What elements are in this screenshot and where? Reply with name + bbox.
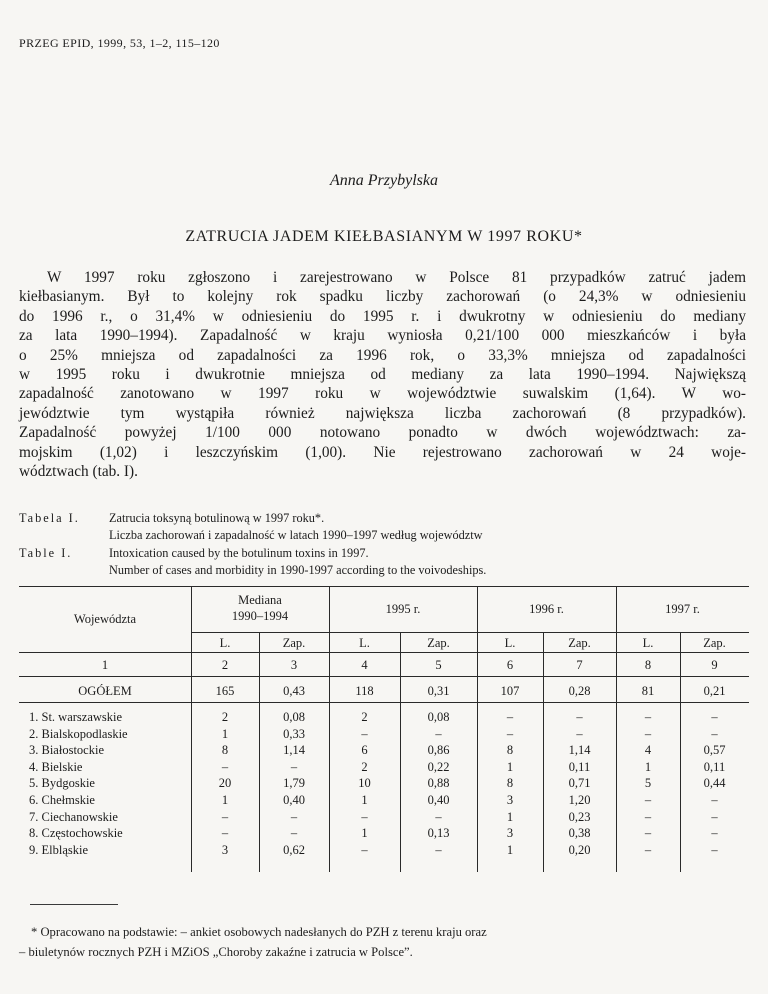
- table-cell: 1: [644, 759, 652, 774]
- table-cell: –: [506, 726, 514, 741]
- total-value: 118: [355, 684, 374, 698]
- table-cell: –: [644, 793, 652, 807]
- table-cell: –: [711, 826, 718, 841]
- paragraph-line: o 25% mniejsza od zapadalności za 1996 rok, o 33,3% mniejsza od zapadalności: [19, 346, 746, 364]
- table-cell: 2: [361, 710, 368, 724]
- paragraph-line: zapadalność zanotowano w 1997 roku w województwie suwalskim (1,64). W wo-: [19, 385, 746, 403]
- table-cell: –: [221, 826, 229, 841]
- table-cell: 0,88: [427, 776, 450, 791]
- table-row-label: 4. Bielskie: [29, 759, 83, 774]
- column-number: 8: [644, 658, 652, 672]
- footnote: [19, 922, 759, 962]
- median-header-line1: Mediana: [238, 593, 282, 607]
- table-cell: 3: [506, 826, 514, 841]
- table-cell: –: [644, 809, 652, 824]
- subheader-cases: L.: [359, 636, 370, 650]
- body-paragraph: [19, 268, 746, 481]
- subheader-morbidity: Zap.: [282, 636, 306, 650]
- table-cell: 8: [506, 743, 514, 758]
- article-title: ZATRUCIA JADEM KIEŁBASIANYM W 1997 ROKU*: [185, 228, 583, 245]
- footnote-rule: [30, 904, 118, 905]
- subheader-cases: L.: [219, 636, 231, 650]
- table-cell: 0,23: [568, 809, 591, 824]
- table-row-label: 5. Bydgoskie: [29, 776, 95, 791]
- table-cell: –: [361, 809, 368, 824]
- table-subheader-rule: [191, 632, 749, 633]
- table-cell: 0,40: [283, 793, 305, 807]
- footnote-line1: * Opracowano na podstawie: – ankiet osobowych nadesłanych do PZH z terenu kraju oraz: [31, 925, 487, 939]
- author-name: Anna Przybylska: [330, 172, 438, 189]
- year-1996-header: 1996 r.: [529, 602, 564, 616]
- table-row-label: 6. Chełmskie: [29, 793, 95, 807]
- total-value: 0,28: [568, 684, 591, 698]
- table-cell: 20: [218, 776, 232, 791]
- table-cell: 0,08: [427, 710, 450, 724]
- median-header-line2: 1990–1994: [231, 609, 289, 623]
- table-cell: –: [644, 842, 652, 857]
- total-value: 81: [641, 684, 655, 698]
- table-cell: 0,33: [283, 726, 305, 741]
- subheader-morbidity: Zap.: [427, 636, 450, 650]
- table-cell: 1: [506, 759, 514, 774]
- paragraph-line: jewództwie tym wystąpiła również największa liczba zachorowań (8 przypadków).: [19, 404, 746, 422]
- table-cell: 0,11: [703, 759, 726, 774]
- total-label: OGÓŁEM: [78, 684, 132, 698]
- table-cell: –: [290, 826, 298, 841]
- total-value: 0,31: [427, 684, 450, 698]
- table-total-rule: [19, 702, 749, 703]
- caption-en-line2: Number of cases and morbidity in 1990-1997 according to the voivodeships.: [109, 563, 487, 577]
- column-number: 7: [576, 658, 583, 672]
- caption-label-pl: Tabela I.: [19, 511, 80, 525]
- median-header: [191, 592, 329, 624]
- paragraph-line: kiełbasianym. Był to kolejny rok spadku liczby zachorowań (o 24,3% w odniesieniu: [19, 288, 746, 306]
- table-cell: –: [711, 809, 718, 824]
- table-cell: –: [711, 793, 718, 807]
- footnote-line2: – biuletynów rocznych PZH i MZiOS „Choroby zakaźne i zatrucia w Polsce”.: [19, 945, 413, 959]
- table-row-label: 8. Częstochowskie: [29, 826, 123, 841]
- table-cell: –: [576, 710, 583, 724]
- table-cell: 8: [506, 776, 514, 791]
- year-1997-header: 1997 r.: [665, 602, 700, 616]
- table-cell: 0,44: [703, 776, 726, 791]
- table-cell: 4: [644, 743, 652, 758]
- table-cell: 0,40: [427, 793, 450, 807]
- table-caption-pl: [19, 510, 483, 544]
- table-caption-en: [19, 545, 486, 579]
- total-value: 0,43: [283, 684, 305, 698]
- table-cell: 1,14: [568, 743, 591, 758]
- data-table: [19, 586, 749, 872]
- table-cell: –: [506, 710, 514, 724]
- total-value: 165: [215, 684, 235, 698]
- caption-pl-line2: Liczba zachorowań i zapadalność w latach 1990–1997 według województw: [109, 528, 483, 542]
- table-cell: 1,20: [568, 793, 591, 807]
- paragraph-line: W 1997 roku zgłoszono i zarejestrowano w Polsce 81 przypadków zatruć jadem: [47, 269, 746, 286]
- total-value: 107: [500, 684, 520, 698]
- table-cell: –: [644, 726, 652, 741]
- table-cell: 0,38: [568, 826, 591, 841]
- column-number: 6: [506, 658, 514, 672]
- table-cell: 1,14: [283, 743, 305, 758]
- table-cell: –: [644, 710, 652, 724]
- caption-pl-line1: Zatrucia toksyną botulinową w 1997 roku*.: [109, 511, 325, 525]
- table-cell: 3: [506, 793, 514, 807]
- year-1995-header: 1995 r.: [385, 602, 421, 616]
- table-row-label: 9. Elbląskie: [29, 842, 89, 857]
- paragraph-line: za lata 1990–1994). Zapadalność w kraju wyniosła 0,21/100 000 mieszkańców i była: [19, 327, 746, 345]
- table-top-rule: [19, 586, 749, 587]
- table-cell: 0,11: [568, 759, 591, 774]
- paragraph-line: mojskim (1,02) i leszczyńskim (1,00). Nie rejestrowano zachorowań w 24 woje-: [19, 443, 746, 461]
- table-cell: –: [576, 726, 583, 741]
- subheader-cases: L.: [642, 636, 654, 650]
- column-number: 1: [101, 658, 109, 672]
- table-row-label: 3. Białostockie: [29, 743, 104, 758]
- table-cell: –: [711, 842, 718, 857]
- table-cell: 10: [358, 776, 371, 791]
- table-cell: –: [711, 710, 718, 724]
- column-number: 3: [290, 658, 298, 672]
- paragraph-line: Zapadalność powyżej 1/100 000 notowano ponadto w dwóch województwach: za-: [19, 424, 746, 442]
- table-cell: –: [221, 809, 229, 824]
- paragraph-line: do 1996 r., o 31,4% w odniesieniu do 1995 r. i dwukrotny w odniesieniu do mediany: [19, 307, 746, 325]
- table-cell: 1: [361, 793, 368, 807]
- subheader-morbidity: Zap.: [703, 636, 726, 650]
- table-header-rule: [19, 652, 749, 653]
- table-cell: 0,22: [427, 759, 450, 774]
- table-cell: –: [711, 726, 718, 741]
- column-number: 5: [435, 658, 442, 672]
- table-row-label: 1. St. warszawskie: [29, 710, 123, 724]
- table-cell: 0,57: [703, 743, 726, 758]
- table-cell: 5: [644, 776, 652, 791]
- caption-en-line1: Intoxication caused by the botulinum toxins in 1997.: [109, 546, 369, 560]
- total-value: 0,21: [703, 684, 726, 698]
- table-row-label: 7. Ciechanowskie: [29, 809, 118, 824]
- table-cell: 0,08: [283, 710, 305, 724]
- table-cell: 0,13: [427, 826, 450, 841]
- table-cell: –: [644, 826, 652, 841]
- table-cell: –: [221, 759, 229, 774]
- table-cell: –: [290, 759, 298, 774]
- region-header: Województa: [73, 612, 137, 626]
- caption-label-en: Table I.: [19, 546, 73, 560]
- subheader-cases: L.: [504, 636, 516, 650]
- paragraph-line: wództwach (tab. I).: [19, 463, 138, 481]
- table-cell: –: [435, 809, 442, 824]
- table-cell: 0,71: [568, 776, 591, 791]
- table-row-label: 2. Bialskopodlaskie: [29, 726, 128, 741]
- column-number: 2: [221, 658, 229, 672]
- table-cell: 3: [221, 842, 229, 857]
- table-cell: 1: [506, 809, 514, 824]
- table-cell: 0,86: [427, 743, 450, 758]
- table-cell: 1: [506, 842, 514, 857]
- table-cell: 8: [221, 743, 229, 758]
- subheader-morbidity: Zap.: [568, 636, 591, 650]
- table-cell: –: [361, 842, 368, 857]
- table-cell: 0,20: [568, 842, 591, 857]
- table-cell: 6: [361, 743, 368, 758]
- table-cell: 1,79: [283, 776, 305, 791]
- table-cell: 1: [361, 826, 368, 841]
- table-cell: –: [290, 809, 298, 824]
- table-cell: –: [435, 726, 442, 741]
- table-cell: 0,62: [283, 842, 305, 857]
- table-cell: 2: [221, 710, 229, 724]
- table-cell: –: [361, 726, 368, 741]
- table-colnum-rule: [19, 676, 749, 677]
- paragraph-line: w 1995 roku i dwukrotnie mniejsza od mediany za lata 1990–1994. Największą: [19, 366, 746, 384]
- table-cell: –: [435, 842, 442, 857]
- table-cell: 1: [221, 726, 229, 741]
- column-number: 9: [711, 658, 718, 672]
- table-cell: 2: [361, 759, 368, 774]
- table-cell: 1: [221, 793, 229, 807]
- journal-header: PRZEG EPID, 1999, 53, 1–2, 115–120: [19, 36, 220, 50]
- column-number: 4: [361, 658, 368, 672]
